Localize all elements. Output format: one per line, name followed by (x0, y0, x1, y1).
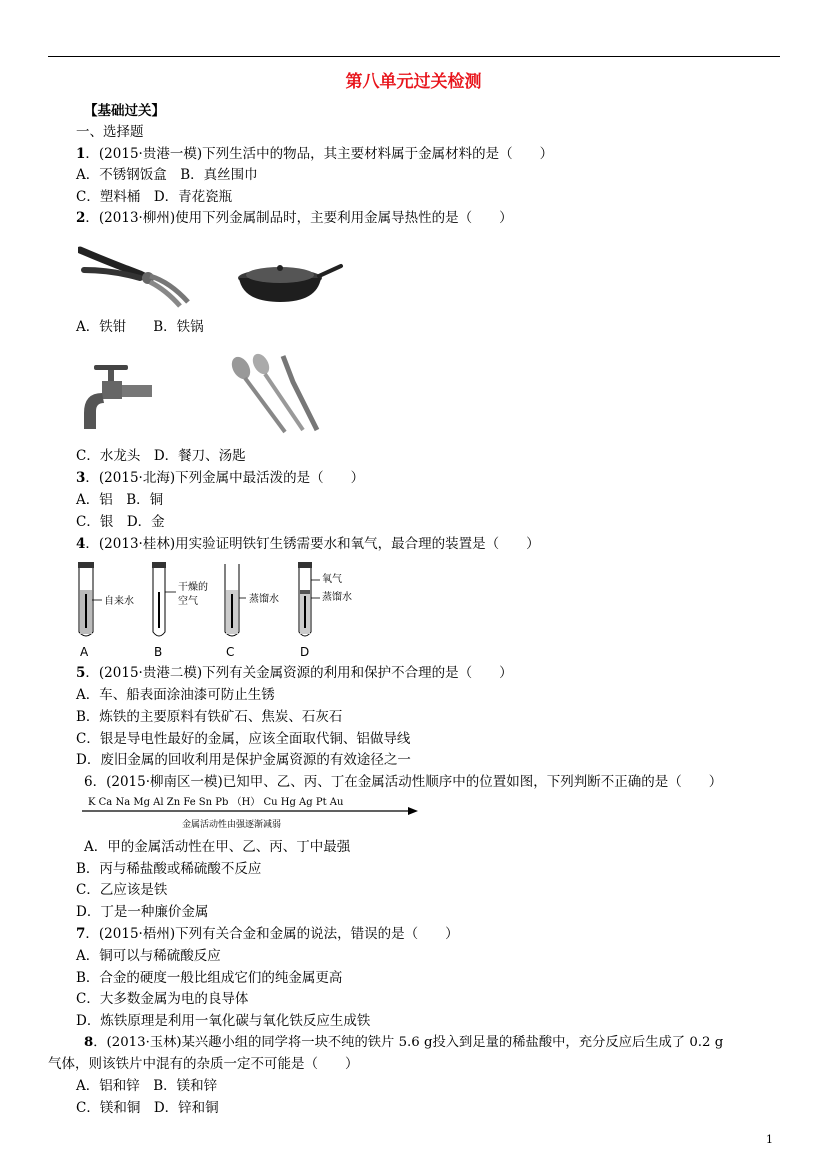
label-tap-water: 自来水 (104, 596, 134, 607)
q4-stem: 4．(2013·桂林)用实验证明铁钉生锈需要水和氧气，最合理的装置是（ ） (76, 536, 540, 552)
q3-options-cd: C．银 D．金 (76, 514, 165, 530)
activity-series-caption: 金属活动性由强逐渐减弱 (182, 820, 282, 830)
label-dry: 干燥的 (178, 582, 208, 593)
q1-options-ab: A．不锈钢饭盒 B．真丝围巾 (76, 167, 258, 183)
tube-a-label: A (80, 645, 89, 659)
tube-b (152, 562, 208, 659)
q8-stem-line2: 气体，则该铁片中混有的杂质一定不可能是（ ） (48, 1056, 359, 1072)
section-heading: 【基础过关】 (84, 103, 165, 119)
label-air: 空气 (178, 596, 198, 607)
tube-c-label: C (226, 645, 235, 659)
q5-option-c: C．银是导电性最好的金属，应该全面取代铜、铝做导线 (76, 731, 411, 747)
q8-options-ab: A．铝和锌 B．镁和锌 (76, 1078, 218, 1094)
label-oxygen: 氧气 (322, 574, 342, 585)
q2-options-cd: C．水龙头 D．餐刀、汤匙 (76, 448, 246, 464)
q1-stem: 1．(2015·贵港一模)下列生活中的物品，其主要材料属于金属材料的是（ ） (76, 146, 554, 162)
header-rule (48, 56, 780, 57)
q6-option-c: C．乙应该是铁 (76, 882, 168, 898)
tube-a (78, 562, 134, 659)
q6-option-d: D．丁是一种廉价金属 (76, 904, 209, 920)
activity-series-text: K Ca Na Mg Al Zn Fe Sn Pb （H） Cu Hg Ag Pt Au (88, 797, 344, 808)
wok-image (235, 258, 345, 308)
cutlery-image (223, 352, 323, 436)
q5-option-d: D．废旧金属的回收利用是保护金属资源的有效途径之一 (76, 752, 411, 768)
tube-d (298, 562, 352, 659)
q3-stem: 3．(2015·北海)下列金属中最活泼的是（ ） (76, 470, 365, 486)
activity-series-figure (82, 794, 422, 834)
pliers-image (78, 240, 193, 308)
q1-options-cd: C．塑料桶 D．青花瓷瓶 (76, 189, 233, 205)
q5-stem: 5．(2015·贵港二模)下列有关金属资源的利用和保护不合理的是（ ） (76, 665, 513, 681)
q7-option-c: C．大多数金属为电的良导体 (76, 991, 249, 1007)
q5-option-a: A．车、船表面涂油漆可防止生锈 (76, 687, 275, 703)
tube-b-label: B (154, 645, 163, 659)
label-distilled-water-d: 蒸馏水 (322, 592, 352, 603)
q5-option-b: B．炼铁的主要原料有铁矿石、焦炭、石灰石 (76, 709, 343, 725)
q2-stem: 2．(2013·柳州)使用下列金属制品时，主要利用金属导热性的是（ ） (76, 210, 513, 226)
q7-option-d: D．炼铁原理是利用一氧化碳与氧化铁反应生成铁 (76, 1013, 371, 1029)
q3-options-ab: A．铝 B．铜 (76, 492, 164, 508)
tube-c (225, 564, 279, 659)
tube-d-label: D (300, 645, 310, 659)
q7-option-a: A．铜可以与稀硫酸反应 (76, 948, 221, 964)
q7-stem: 7．(2015·梧州)下列有关合金和金属的说法，错误的是（ ） (76, 926, 459, 942)
page-number: 1 (766, 1133, 773, 1146)
test-tube-diagram (74, 560, 374, 660)
q8-options-cd: C．镁和铜 D．锌和铜 (76, 1100, 219, 1116)
part-heading: 一、选择题 (76, 124, 144, 140)
q8-stem-line1: 8．(2013·玉林)某兴趣小组的同学将一块不纯的铁片 5.6 g投入到足量的稀盐酸中，充分反应后生成了 0.2 g (84, 1035, 724, 1050)
q6-option-a: A．甲的金属活动性在甲、乙、丙、丁中最强 (84, 839, 351, 855)
q2-options-ab: A．铁钳 B．铁锅 (76, 319, 204, 335)
q6-option-b: B．丙与稀盐酸或稀硫酸不反应 (76, 861, 262, 877)
page-title: 第八单元过关检测 (345, 72, 482, 92)
q6-stem: 6．(2015·柳南区一模)已知甲、乙、丙、丁在金属活动性顺序中的位置如图，下列判断不正确的是（ ） (84, 774, 723, 790)
q7-option-b: B．合金的硬度一般比组成它们的纯金属更高 (76, 970, 343, 986)
faucet-image (80, 363, 155, 435)
label-distilled-water: 蒸馏水 (249, 594, 279, 605)
